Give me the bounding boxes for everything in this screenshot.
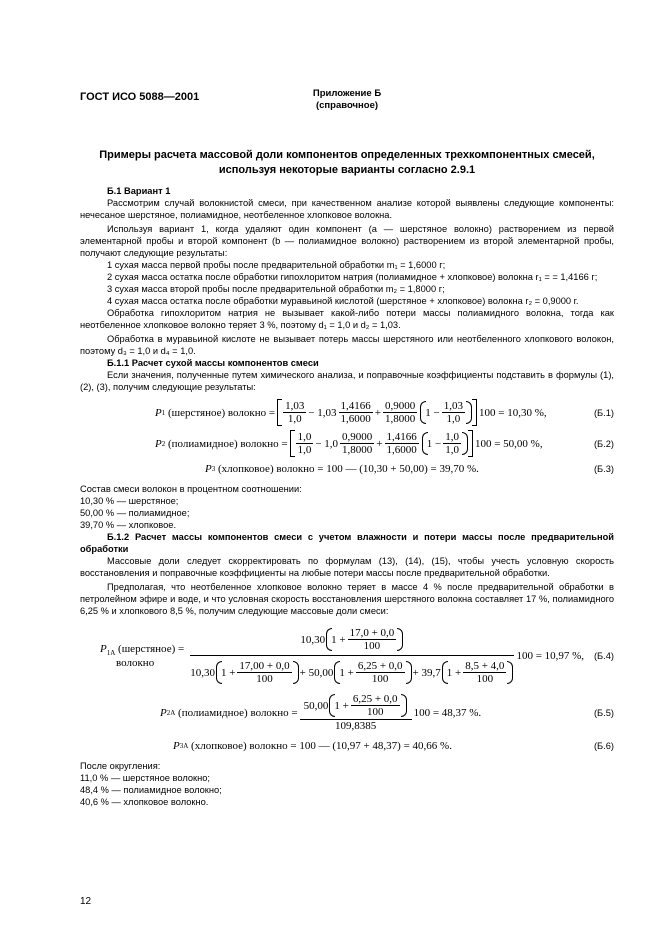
eq-op: +: [374, 406, 382, 419]
eq-sub: 3: [211, 465, 216, 473]
eq-label: волокно: [116, 657, 155, 670]
square-brackets: [290, 430, 473, 457]
list-item: 1 сухая масса первой пробы после предварительной обработки m₁ = 1,6000 г;: [107, 260, 446, 270]
equation-row: [80, 430, 614, 457]
annex-title: Приложение Б: [312, 88, 382, 99]
fraction: $\frac{0,9000}{1,8000}$: [385, 400, 416, 425]
main-title-line: используя некоторые варианты согласно 2.9.1: [218, 164, 476, 176]
eq-op: +: [376, 437, 383, 450]
list-item: 40,6 % — хлопковое волокно.: [80, 797, 209, 807]
eq-sub: 3A: [179, 742, 189, 750]
paragraph: Обработка гипохлоритом натрия не вызывает какой-либо потери массы полиамидного волокна, тогда как неотбеленное хлопковое волокно теряет 3 %, поэтому d₁ = 1,0 и d₂ = 1,03.: [80, 308, 614, 330]
section-heading: Б.1 Вариант 1: [107, 186, 171, 196]
big-fraction: 10,30 1 + $\frac{17,0 + 0,0}{100}$ 10,30 1 + $\frac{17,00 + 0,0}{100}$ + 50,00 1 + $\frac{6,25 + 0,0}{100}$ + 39,7 1 + $\frac{8,5 + 4,0}{100}$: [190, 627, 514, 685]
list-item: 4 сухая масса остатка после обработки муравьиной кислотой (шерстяное + хлопковое) волокна r₂ = 0,9000 г.: [107, 296, 579, 306]
equation-row: [80, 740, 614, 752]
main-title-line: Примеры расчета массовой доли компонентов определенных трехкомпонентных смесей,: [99, 149, 595, 161]
eq-sub: 2: [161, 439, 166, 448]
document-body: [80, 88, 614, 808]
eq-sub: 1A: [106, 649, 116, 658]
eq-term: − 1,03: [308, 406, 337, 419]
section-heading: Б.1.2 Расчет массы компонентов смеси с учетом влажности и потери массы после предварительной обработки: [80, 532, 614, 554]
fraction: $\frac{1,4166}{1,6000}$: [340, 400, 371, 425]
eq-label: (шерстяное) волокно =: [167, 406, 276, 419]
equation-row: [80, 693, 614, 732]
equation-b2: [155, 430, 543, 457]
square-brackets: [277, 399, 477, 426]
equation-b5: [160, 693, 481, 732]
equation-number: (Б.6): [593, 741, 614, 751]
list-item: 50,00 % — полиамидное;: [80, 508, 190, 518]
paragraph: Предполагая, что неотбеленное хлопковое волокно теряет в массе 4 % после предварительной обработки в петролейном эфире и воде, и что условная скорость восстановления шерстяного волокна составляет 17 %, полиамидного 6,25 % и хлопкового 8,5 %, получим следующие массовые доли смеси:: [80, 582, 614, 616]
eq-symbol: P: [155, 406, 162, 419]
paragraph: Массовые доли следует скорректировать по формулам (13), (14), (15), чтобы учесть условную скорость восстановления и поправочные коэффициенты на любые потери массы после предварительной обработки.: [80, 556, 614, 578]
eq-symbol: P: [205, 463, 212, 475]
eq-label: (полиамидное) волокно =: [167, 437, 288, 450]
list-item: 3 сухая масса второй пробы после предварительной обработки m₂ = 1,8000 г;: [107, 284, 445, 294]
annex-type: (справочное): [315, 100, 379, 111]
section-b1: [80, 185, 614, 393]
paragraph: Состав смеси волокон в процентном соотношении:: [80, 484, 302, 494]
equation-b1: [155, 399, 547, 426]
eq-symbol: P: [100, 642, 107, 655]
equation-number: (Б.1): [593, 407, 614, 418]
eq-symbol: P: [173, 740, 180, 752]
list-item: 11,0 % — шерстяное волокно;: [80, 773, 210, 783]
eq-result: 100 = 50,00 %,: [474, 437, 543, 450]
eq-symbol: P: [160, 706, 167, 719]
list-item: 10,30 % — шерстяное;: [80, 496, 179, 506]
equation-row: [80, 463, 614, 475]
eq-text: (хлопковое) волокно = 100 — (10,30 + 50,00) = 39,70 %.: [217, 463, 479, 475]
list-item: 39,70 % — хлопковое.: [80, 520, 177, 530]
eq-label: (полиамидное) волокно =: [178, 706, 298, 719]
eq-label: (шерстяное) =: [118, 642, 185, 655]
page-number: 12: [80, 896, 92, 907]
list-item: 2 сухая масса остатка после обработки гипохлоритом натрия (полиамидное + хлопковое) волокна r₁ = = 1,4166 г;: [107, 272, 598, 282]
fraction: $\frac{1,4166}{1,6000}$: [386, 431, 417, 456]
parentheses: 1 − $\frac{1,0}{1,0}$: [422, 431, 468, 456]
paragraph: Обработка в муравьиной кислоте не вызывает потерь массы шерстяного или неотбеленного хлопкового волокон, поэтому d₃ = 1,0 и d₄ = 1,0.: [80, 334, 614, 356]
equation-b6: [173, 740, 452, 752]
paragraph: Если значения, полученные путем химического анализа, и поправочные коэффициенты подставить в формулы (1), (2), (3), получим следующие результаты:: [80, 370, 614, 392]
eq-result: 100 = 10,97 %,: [516, 650, 585, 662]
eq-sub: 1: [161, 408, 166, 417]
parentheses: 1 − $\frac{1,03}{1,0}$: [420, 400, 472, 425]
document-code: ГОСТ ИСО 5088—2001: [80, 91, 200, 103]
paragraph: Рассмотрим случай волокнистой смеси, при качественном анализе которой выявлены следующие компоненты: нечесаное шерстяное, полиамидное, неотбеленное хлопковое волокна.: [80, 198, 614, 220]
list-item: 48,4 % — полиамидное волокно;: [80, 785, 222, 795]
fraction: $\frac{1,03}{1,0}$: [285, 400, 305, 425]
paragraph: После округления:: [80, 761, 161, 771]
eq-term: − 1,0: [315, 437, 339, 450]
eq-sub: 2A: [166, 708, 176, 717]
section-rounding: [80, 760, 614, 808]
eq-result: 100 = 10,30 %,: [478, 406, 547, 419]
equation-row: [80, 627, 614, 685]
equation-b3: [205, 463, 479, 475]
eq-result: 100 = 48,37 %.: [413, 706, 482, 719]
equation-number: (Б.5): [593, 707, 614, 718]
eq-symbol: P: [155, 437, 162, 450]
section-heading: Б.1.1 Расчет сухой массы компонентов смеси: [107, 358, 319, 368]
eq-text: (хлопковое) волокно = 100 — (10,97 + 48,37) = 40,66 %.: [191, 740, 452, 752]
fraction: $\frac{0,9000}{1,8000}$: [342, 431, 373, 456]
big-fraction: 50,00 1 + $\frac{6,25 + 0,0}{100}$ 109,8385: [300, 693, 412, 732]
equation-number: (Б.2): [593, 438, 614, 449]
main-title: [80, 148, 614, 178]
equation-number: (Б.3): [593, 464, 614, 474]
equation-row: [80, 399, 614, 426]
equation-b4: [100, 627, 584, 685]
fraction: $\frac{1,0}{1,0}$: [297, 431, 312, 456]
paragraph: Используя вариант 1, когда удаляют один компонент (a — шерстяное волокно) растворением из первой элементарной пробы и второй компонент (b — полиамидное волокно) растворением из второй элементарной пробы, получают следующие результаты:: [80, 224, 614, 258]
equation-number: (Б.4): [593, 651, 614, 661]
section-composition: [80, 483, 614, 617]
